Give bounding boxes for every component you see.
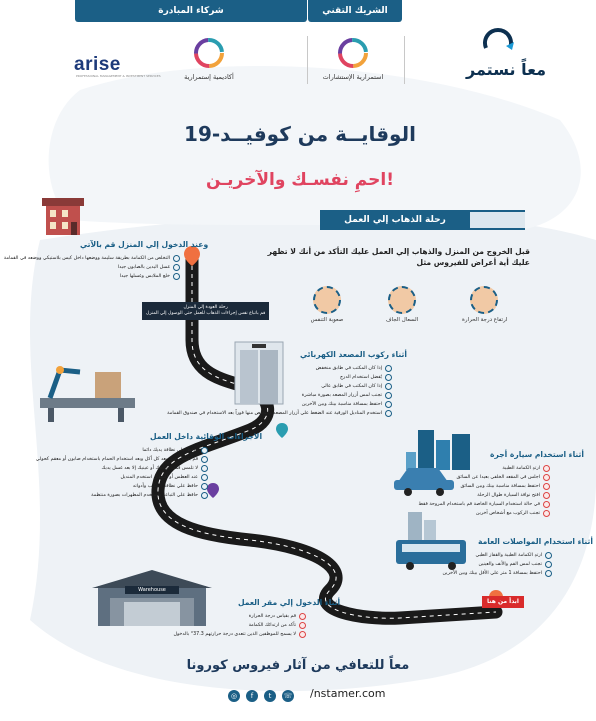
check-icon xyxy=(545,561,552,568)
check-icon xyxy=(201,492,208,499)
home-section-title: وعند الدخول إلي المنزل قم بالآتي xyxy=(80,240,209,249)
footer-slogan: معاً للتعافي من آثار فيروس كورونا xyxy=(186,658,410,673)
check-icon xyxy=(201,474,208,481)
list-item: تجنب لمس الفم والأنف والعينين xyxy=(470,560,552,569)
return-trip-title: رحلة العودة إلي المنزل xyxy=(183,305,228,310)
symptom-breathing xyxy=(305,286,349,323)
check-icon xyxy=(173,255,180,262)
check-icon xyxy=(545,570,552,577)
arise-logo-subtitle: PROFESSIONAL MANAGEMENT & INVESTMENT SERVICES xyxy=(76,74,161,78)
alert-icon xyxy=(543,483,550,490)
check-icon xyxy=(545,552,552,559)
list-item: غسل اليدين بالصابون جيدا xyxy=(62,263,180,272)
list-item: عند العطس أو السعال استخدم المنديل xyxy=(60,473,208,482)
header-divider xyxy=(404,36,405,84)
instagram-icon[interactable]: ◎ xyxy=(228,690,240,702)
taxi-section-title: أثناء استخدام سيارة أجرة xyxy=(490,450,584,459)
elevator-illustration xyxy=(235,342,283,404)
start-here-tag: ابدأ من هنا xyxy=(482,596,524,608)
alert-icon xyxy=(299,613,306,620)
sick-face-icon xyxy=(388,286,416,314)
list-item: إذا كان المكتب في طابق عالي xyxy=(290,382,392,391)
work-trip-banner: رحلة الذهاب إلي العمل xyxy=(320,210,470,230)
transit-section-list xyxy=(442,551,552,578)
academy-logo-caption: أكاديمية إستمرارية xyxy=(184,73,234,81)
list-item: حافظ علي نظافة يديك دائما xyxy=(60,446,208,455)
arise-logo xyxy=(74,54,166,78)
check-icon xyxy=(385,383,392,390)
elevator-section-list xyxy=(167,364,392,418)
partners-header-tab: شركاء المبادرة xyxy=(75,0,307,22)
elevator-section-title: أثناء ركوب المصعد الكهربائي xyxy=(300,350,407,359)
facebook-icon[interactable]: f xyxy=(246,690,258,702)
list-item: حافظ علي نظافة المكتب وأدواته xyxy=(60,482,208,491)
list-item: افتح نوافذ السيارة طوال الرحلة xyxy=(458,491,550,500)
check-icon xyxy=(173,264,180,271)
alert-icon xyxy=(299,631,306,638)
check-icon xyxy=(201,483,208,490)
sub-title: احمِ نفسـك والآخريـن! xyxy=(206,170,394,190)
transit-section-title: أثناء استخدام المواصلات العامة xyxy=(478,537,593,546)
list-item: احتفظ بمسافة مناسبة بينك وبين الآخرين xyxy=(290,400,392,409)
list-item: ارتدِ الكمامة الطبية xyxy=(458,464,550,473)
list-item: ارتدِ الكمامة الطبية والقفاز الطبي xyxy=(470,551,552,560)
workplace-section-list xyxy=(35,446,208,500)
warehouse-sign: Warehouse xyxy=(125,586,179,594)
list-item: تجنب الركوب مع أشخاص آخرين xyxy=(458,509,550,518)
return-trip-note: قم باتباع نفس إجراءات الذهاب للعمل حتي الوصول إلي المنزل xyxy=(146,311,266,316)
symptom-fever xyxy=(462,286,506,323)
list-item: التخلص من الكمامة بطريقة سليمة ووضعها داخل كيس بلاستيكي ووضعه في القمامة xyxy=(62,254,180,263)
main-title: الوقايــة من كوفيــد-19 xyxy=(184,122,416,146)
academy-ring-logo xyxy=(192,36,226,70)
banner-accent-bar xyxy=(470,210,525,230)
office-entry-section-list xyxy=(173,612,306,639)
workplace-section-title: الاجراءات الوقائية داخل العمل xyxy=(150,432,263,441)
list-item: قم بقياس درجة الحرارة xyxy=(178,612,306,621)
office-entry-section-title: أثناء الدخول إلي مقر العمل xyxy=(238,598,341,607)
check-icon xyxy=(385,365,392,372)
symptom-cough xyxy=(380,286,424,323)
list-item: خلع الملابس وغسلها جيدا xyxy=(62,272,180,281)
header-divider xyxy=(307,36,308,84)
nstamer-logo-icon xyxy=(480,26,516,58)
home-section-list xyxy=(3,254,180,281)
symptom-label: ارتفاع درجة الحرارة xyxy=(462,317,508,323)
website-handle[interactable]: /nstamer.com xyxy=(310,687,386,700)
work-trip-intro: قبل الخروج من المنزل والذهاب إلي العمل عليك التأكد من أنك لا تظهر عليك أية أعراض للفيروس مثل xyxy=(267,247,530,267)
alert-icon xyxy=(543,501,550,508)
list-item: في حالة استخدام السيارة الخاصة قم باستخدام المروحة فقط xyxy=(458,500,550,509)
check-icon xyxy=(173,273,180,280)
brand-name: معاً نستمر xyxy=(466,60,547,79)
tech-partner-header-tab: الشريك التقني xyxy=(308,0,402,22)
consulting-logo-caption: استمرارية الإستشارات xyxy=(322,73,384,81)
check-icon xyxy=(201,465,208,472)
list-item: احتفظ بمسافة 1 متر علي الأقل بينك وبين الآخرين xyxy=(470,569,552,578)
list-item: إذا كان المكتب في طابق منخفض xyxy=(290,364,392,373)
symptom-label: السعال الجاف xyxy=(385,317,419,323)
check-icon xyxy=(385,410,392,417)
list-item: حافظ علي التباعد واستخدم المطهرات بصورة منتظمة xyxy=(60,491,208,500)
list-item: تجنب لمس أزرار المصعد بصورة مباشرة xyxy=(290,391,392,400)
house-illustration xyxy=(42,198,84,235)
taxi-section-list xyxy=(418,464,550,518)
return-trip-tag xyxy=(142,302,269,320)
alert-icon xyxy=(543,474,550,481)
check-icon xyxy=(385,401,392,408)
alert-icon xyxy=(543,510,550,517)
consulting-ring-logo xyxy=(336,36,370,70)
list-item: استخدم المناديل الورقية عند الضغط علي أزرار المصعد والتخلص منها فوراً بعد الاستخدام في صندوق القمامة xyxy=(290,409,392,418)
check-icon xyxy=(201,447,208,454)
list-item: لا يسمح للموظفين الذين تتعدى درجة حرارتهم 37.3° بالدخول xyxy=(178,630,306,639)
alert-icon xyxy=(299,622,306,629)
check-icon xyxy=(385,374,392,381)
list-item: قم بغسل يديك بعد كل أكل وبعد استخدام الحمام باستخدام صابون أو معقم كحولي xyxy=(60,455,208,464)
symptom-label: صعوبة التنفس xyxy=(310,317,344,323)
twitter-icon[interactable]: t xyxy=(264,690,276,702)
list-item: تأكد من ارتدائك الكمامة xyxy=(178,621,306,630)
list-item: يُفضل استخدام الدرج xyxy=(290,373,392,382)
list-item: لا تلمس فمك أو أنفك أو عينيك إلا بعد غسل يديك xyxy=(60,464,208,473)
check-icon xyxy=(201,456,208,463)
alert-icon xyxy=(543,492,550,499)
whatsapp-icon[interactable]: ☏ xyxy=(283,692,293,700)
list-item: احتفظ بمسافة مناسبة بينك وبين السائق xyxy=(458,482,550,491)
check-icon xyxy=(385,392,392,399)
sick-face-icon xyxy=(313,286,341,314)
alert-icon xyxy=(543,465,550,472)
arise-logo-text: arise xyxy=(74,54,121,75)
sick-face-icon xyxy=(470,286,498,314)
list-item: اجلس في المقعد الخلفي بعيدا عن السائق xyxy=(458,473,550,482)
